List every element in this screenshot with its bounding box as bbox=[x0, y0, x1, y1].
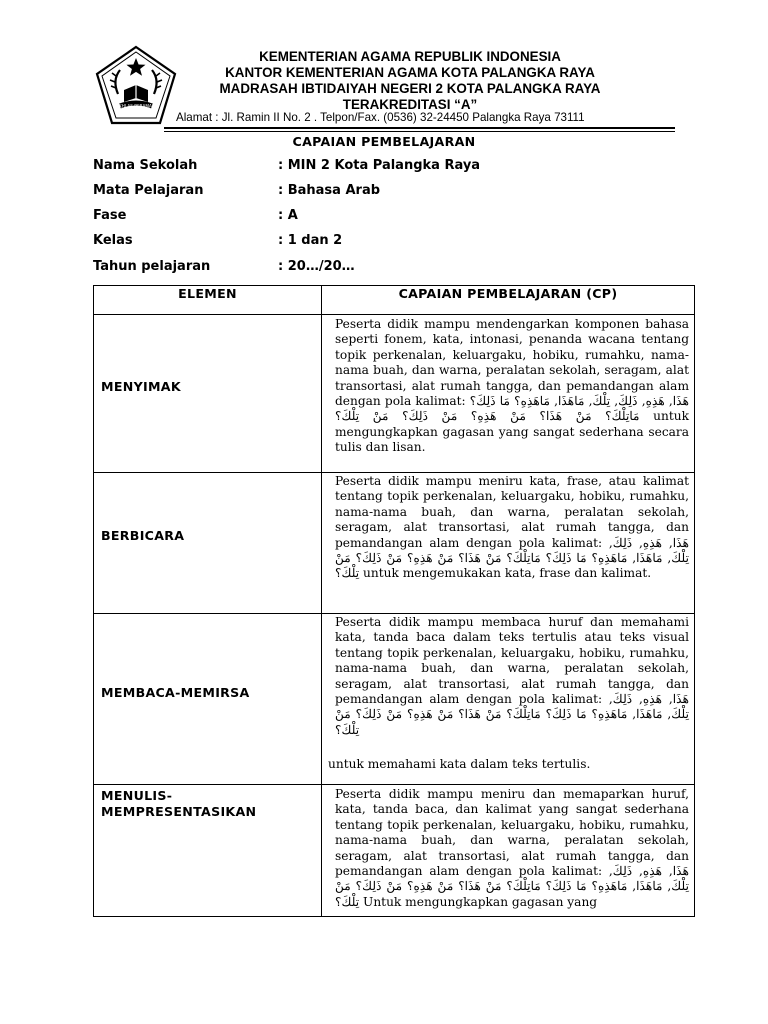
letterhead-line-1: KEMENTERIAN AGAMA REPUBLIK INDONESIA bbox=[259, 49, 561, 64]
letterhead-line-2: KANTOR KEMENTERIAN AGAMA KOTA PALANGKA RAYA bbox=[225, 65, 595, 80]
cp-text: Peserta didik mampu mendengarkan komponen bahasa seperti fonem, kata, intonasi, penanda wacana tentang topik perkenalan, keluargaku, hobiku, rumahku, nama-nama buah, dan warna, peralatan sekolah, seragam, alat transortasi, alat rumah tangga, dan pemandangan alam dengan pola kalimat: هَذَا, هَذِهِ, ذَلِكَ, تِلْكَ, مَاهَذَا, مَاهَذِهِ؟ مَا ذَلِكَ؟ مَاتِلْكَ؟ مَنْ هَذَا؟ مَنْ هَذِهِ؟ مَنْ ذَلِكَ؟ مَنْ تِلْكَ؟ untuk mengungkapkan gagasan yang sangat sederhana secara tulis dan lisan. bbox=[335, 317, 689, 455]
info-value: : MIN 2 Kota Palangka Raya bbox=[278, 158, 481, 173]
cp-membaca-memirsa bbox=[335, 615, 689, 738]
table-border-bottom bbox=[93, 916, 695, 917]
cp-text: Peserta didik mampu meniru dan memaparkan huruf, kata, tanda baca, dan kalimat yang sangat sederhana tentang topik perkenalan, keluargaku, hobiku, rumahku, nama-nama buah, dan warna, peralatan sekolah, seragam, alat transortasi, alat rumah tangga, dan pemandangan alam dengan pola kalimat: هَذَا, هَذِهِ, ذَلِكَ, تِلْكَ, مَاهَذَا, مَاهَذِهِ؟ مَا ذَلِكَ؟ مَاتِلْكَ؟ مَنْ هَذَا؟ مَنْ هَذِهِ؟ مَنْ ذَلِكَ؟ مَنْ تِلْكَ؟ Untuk mengungkapkan gagasan yang bbox=[335, 787, 689, 909]
info-value: : 1 dan 2 bbox=[278, 233, 343, 248]
table-border-left bbox=[93, 285, 94, 917]
info-value: : 20…/20… bbox=[278, 259, 355, 274]
letterhead bbox=[160, 49, 660, 113]
info-label: Nama Sekolah bbox=[93, 158, 198, 173]
info-row-subject bbox=[93, 183, 693, 203]
element-line: MEMPRESENTASIKAN bbox=[101, 804, 257, 819]
cp-text: Peserta didik mampu meniru kata, frase, atau kalimat tentang topik perkenalan, keluargaku, hobiku, rumahku, nama-nama buah, dan warna, peralatan sekolah, seragam, alat transortasi, alat rumah tangga, dan pemandangan alam dengan pola kalimat: هَذَا, هَذِهِ, ذَلِكَ, تِلْكَ, مَاهَذَا, مَاهَذِهِ؟ مَا ذَلِكَ؟ مَاتِلْكَ؟ مَنْ هَذَا؟ مَنْ هَذِهِ؟ مَنْ ذَلِكَ؟ مَنْ تِلْكَ؟ untuk mengemukakan kata, frase dan kalimat. bbox=[335, 474, 689, 581]
cp-menulis-clip bbox=[322, 785, 695, 916]
element-line: MENULIS- bbox=[101, 788, 173, 803]
element-berbicara: BERBICARA bbox=[101, 528, 185, 543]
info-value: : A bbox=[278, 208, 298, 223]
element-membaca-memirsa: MEMBACA-MEMIRSA bbox=[101, 685, 250, 700]
letterhead-divider bbox=[164, 127, 675, 129]
svg-text:IKHLAS BERAMAL: IKHLAS BERAMAL bbox=[117, 103, 155, 109]
cp-membaca-memirsa-extra: untuk memahami kata dalam teks tertulis. bbox=[328, 757, 591, 771]
cp-berbicara bbox=[335, 474, 689, 582]
table-row-divider bbox=[93, 472, 695, 473]
table-header-divider bbox=[93, 314, 695, 315]
info-row-school bbox=[93, 158, 693, 178]
document-title: CAPAIAN PEMBELAJARAN bbox=[292, 134, 476, 149]
table-header-cp: CAPAIAN PEMBELAJARAN (CP) bbox=[398, 286, 618, 301]
element-menyimak: MENYIMAK bbox=[101, 379, 181, 394]
element-menulis-mempresentasikan bbox=[101, 788, 256, 820]
info-label: Mata Pelajaran bbox=[93, 183, 204, 198]
letterhead-divider-thin bbox=[164, 131, 675, 132]
info-row-phase bbox=[93, 208, 693, 228]
cp-menulis-mempresentasikan bbox=[335, 787, 689, 910]
letterhead-line-4: TERAKREDITASI “A” bbox=[342, 97, 478, 112]
table-header-element: ELEMEN bbox=[178, 286, 237, 301]
info-label: Kelas bbox=[93, 233, 133, 248]
letterhead-address: Alamat : Jl. Ramin II No. 2 . Telpon/Fax. (0536) 32-24450 Palangka Raya 73111 bbox=[176, 111, 585, 124]
cp-menyimak bbox=[335, 317, 689, 456]
info-value: : Bahasa Arab bbox=[278, 183, 381, 198]
info-label: Fase bbox=[93, 208, 127, 223]
info-label: Tahun pelajaran bbox=[93, 259, 211, 274]
info-row-year bbox=[93, 259, 693, 279]
letterhead-line-3: MADRASAH IBTIDAIYAH NEGERI 2 KOTA PALANGKA RAYA bbox=[219, 81, 601, 96]
cp-text: Peserta didik mampu membaca huruf dan memahami kata, tanda baca dalam teks tertulis atau teks visual tentang topik perkenalan, keluargaku, hobiku, rumahku, nama-nama buah, dan warna, peralatan sekolah, seragam, alat transortasi, alat rumah tangga, dan pemandangan alam dengan pola kalimat: هَذَا, هَذِهِ, ذَلِكَ, تِلْكَ, مَاهَذَا, مَاهَذِهِ؟ مَا ذَلِكَ؟ مَاتِلْكَ؟ مَنْ هَذَا؟ مَنْ هَذِهِ؟ مَنْ ذَلِكَ؟ مَنْ تِلْكَ؟ bbox=[335, 615, 689, 737]
info-row-class bbox=[93, 233, 693, 253]
table-row-divider bbox=[93, 613, 695, 614]
